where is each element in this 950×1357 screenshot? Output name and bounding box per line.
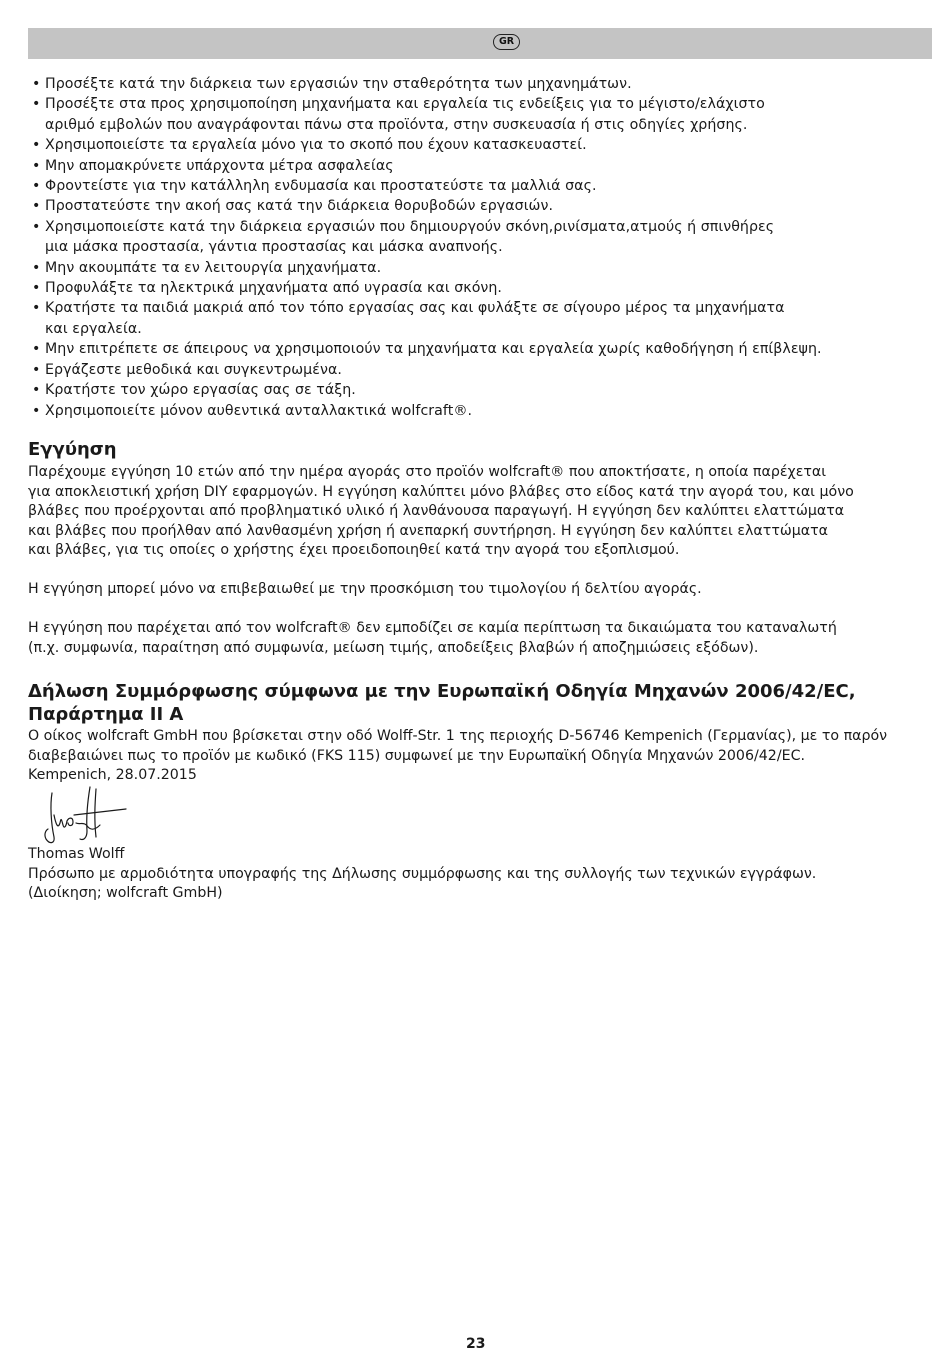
warranty-p3-line: Η εγγύηση που παρέχεται από τον wolfcraft® δεν εμποδίζει σε καμία περίπτωση τα δικαιώματα του καταναλωτή [28, 620, 837, 636]
bullet-dot: • [32, 198, 41, 215]
safety-bullet-item [32, 196, 927, 216]
safety-bullet-item [32, 156, 927, 176]
safety-bullet-text: και εργαλεία. [45, 320, 142, 337]
signer-name: Thomas Wolff [28, 846, 125, 862]
bullet-dot: • [32, 341, 41, 358]
bullet-dot: • [32, 96, 41, 113]
warranty-title: Εγγύηση [28, 439, 117, 460]
safety-bullet-text: Κρατήστε τον χώρο εργασίας σας σε τάξη. [45, 382, 356, 399]
safety-bullet-item [32, 94, 927, 135]
safety-bullet-text: Χρησιμοποιείστε τα εργαλεία μόνο για το σκοπό που έχουν κατασκευαστεί. [45, 137, 587, 154]
warranty-p1-line: για αποκλειστική χρήση DIY εφαρμογών. Η εγγύηση καλύπτει μόνο βλάβες στο είδος κατά την αγορά του, και μόνο [28, 483, 854, 500]
warranty-p1-line: βλάβες που προέρχονται από προβληματικό υλικό ή λανθάνουσα παραγωγή. Η εγγύηση δεν καλύπτει ελαττώματα [28, 503, 845, 520]
warranty-p2-line: Η εγγύηση μπορεί μόνο να επιβεβαιωθεί με την προσκόμιση του τιμολογίου ή δελτίου αγοράς. [28, 581, 702, 597]
safety-bullet-text: Προσέξτε κατά την διάρκεια των εργασιών την σταθερότητα των μηχανημάτων. [45, 76, 632, 92]
declaration-title [28, 680, 856, 726]
handwritten-signature [30, 785, 130, 847]
safety-bullet-text: Φροντείστε για την κατάλληλη ενδυμασία και προστατεύστε τα μαλλιά σας. [45, 178, 597, 195]
safety-bullet-item [32, 360, 927, 380]
safety-bullet-text: Εργάζεστε μεθοδικά και συγκεντρωμένα. [45, 361, 342, 378]
signer-block [28, 845, 923, 904]
safety-bullet-item [32, 176, 927, 196]
bullet-dot: • [32, 218, 41, 235]
safety-bullet-item [32, 339, 927, 359]
safety-bullet-text: αριθμό εμβολών που αναγράφονται πάνω στα προϊόντα, στην συσκευασία ή στις οδηγίες χρήσης. [45, 116, 748, 133]
page-number: 23 [466, 1336, 486, 1352]
safety-bullet-item [32, 298, 927, 339]
warranty-paragraph-2 [28, 580, 923, 600]
warranty-p1-line: και βλάβες που προήλθαν από λανθασμένη χρήση ή ανεπαρκή συντήρηση. Η εγγύηση δεν καλύπτει ελαττώματα [28, 522, 829, 539]
safety-bullet-item [32, 258, 927, 278]
bullet-dot: • [32, 137, 41, 154]
bullet-dot: • [32, 157, 41, 174]
bullet-dot: • [32, 178, 41, 195]
declaration-title-line-1: Δήλωση Συμμόρφωσης σύμφωνα με την Ευρωπαϊκή Οδηγία Μηχανών 2006/42/EC, [28, 681, 856, 702]
warranty-p1-line: και βλάβες, για τις οποίες ο χρήστης έχει προειδοποιηθεί κατά την αγορά του εξοπλισμού. [28, 542, 680, 559]
safety-bullet-item [32, 401, 927, 421]
safety-bullet-text: Μην ακουμπάτε τα εν λειτουργία μηχανήματα. [45, 259, 382, 276]
safety-bullet-text: Χρησιμοποιείτε μόνον αυθεντικά ανταλλακτικά wolfcraft®. [45, 402, 473, 419]
safety-bullet-item [32, 135, 927, 155]
safety-bullet-text: Κρατήστε τα παιδιά μακριά από τον τόπο εργασίας σας και φυλάξτε σε σίγουρο μέρος τα μηχανήματα [45, 300, 785, 317]
safety-bullet-text: Προσέξτε στα προς χρησιμοποίηση μηχανήματα και εργαλεία τις ενδείξεις για το μέγιστο/ελάχιστο [45, 96, 765, 113]
language-badge: GR [493, 34, 520, 50]
safety-bullet-item [32, 380, 927, 400]
warranty-p1-line: Παρέχουμε εγγύηση 10 ετών από την ημέρα αγοράς στο προϊόν wolfcraft® που αποκτήσατε, η οποία παρέχεται [28, 464, 827, 480]
signer-role-line: Πρόσωπο με αρμοδιότητα υπογραφής της Δήλωσης συμμόρφωσης και της συλλογής των τεχνικών εγγράφων. [28, 865, 817, 882]
safety-bullet-text: Μην απομακρύνετε υπάρχοντα μέτρα ασφαλείας [45, 157, 394, 174]
bullet-dot: • [32, 402, 41, 419]
safety-bullet-item [32, 278, 927, 298]
safety-bullet-text: Προφυλάξτε τα ηλεκτρικά μηχανήματα από υγρασία και σκόνη. [45, 280, 502, 297]
safety-bullet-item [32, 217, 927, 258]
safety-bullet-text: Χρησιμοποιείστε κατά την διάρκεια εργασιών που δημιουργούν σκόνη,ρινίσματα,ατμούς ή σπινθήρες [45, 218, 775, 235]
warranty-paragraph-3 [28, 619, 923, 658]
declaration-title-line-2: Παράρτημα II A [28, 704, 184, 725]
bullet-dot: • [32, 280, 41, 297]
bullet-dot: • [32, 300, 41, 317]
bullet-dot: • [32, 259, 41, 276]
declaration-body-line: διαβεβαιώνει πως το προϊόν με κωδικό (FKS 115) συμφωνεί με την Ευρωπαϊκή Οδηγία Μηχανών 2006/42/EC. [28, 747, 805, 764]
declaration-body [28, 727, 923, 786]
safety-instructions-list [32, 74, 927, 421]
warranty-p3-line: (π.χ. συμφωνία, παραίτηση από συμφωνία, μείωση τιμής, αποδείξεις βλαβών ή αποζημιώσεις εξόδων). [28, 639, 759, 656]
bullet-dot: • [32, 76, 41, 92]
safety-bullet-text: Προστατεύστε την ακοή σας κατά την διάρκεια θορυβοδών εργασιών. [45, 198, 554, 215]
signer-role-line: (Διοίκηση; wolfcraft GmbH) [28, 885, 223, 902]
safety-bullet-text: μια μάσκα προστασία, γάντια προστασίας και μάσκα αναπνοής. [45, 239, 503, 256]
declaration-body-line: Kempenich, 28.07.2015 [28, 767, 197, 784]
bullet-dot: • [32, 382, 41, 399]
warranty-paragraph-1 [28, 463, 923, 561]
bullet-dot: • [32, 361, 41, 378]
safety-bullet-item [32, 74, 927, 94]
header-bar [28, 28, 932, 59]
safety-bullet-text: Μην επιτρέπετε σε άπειρους να χρησιμοποιούν τα μηχανήματα και εργαλεία χωρίς καθοδήγηση ή επίβλεψη. [45, 341, 822, 358]
declaration-body-line: Ο οίκος wolfcraft GmbH που βρίσκεται στην οδό Wolff-Str. 1 της περιοχής D-56746 Kempenich (Γερμανίας), με το παρόν [28, 728, 888, 744]
